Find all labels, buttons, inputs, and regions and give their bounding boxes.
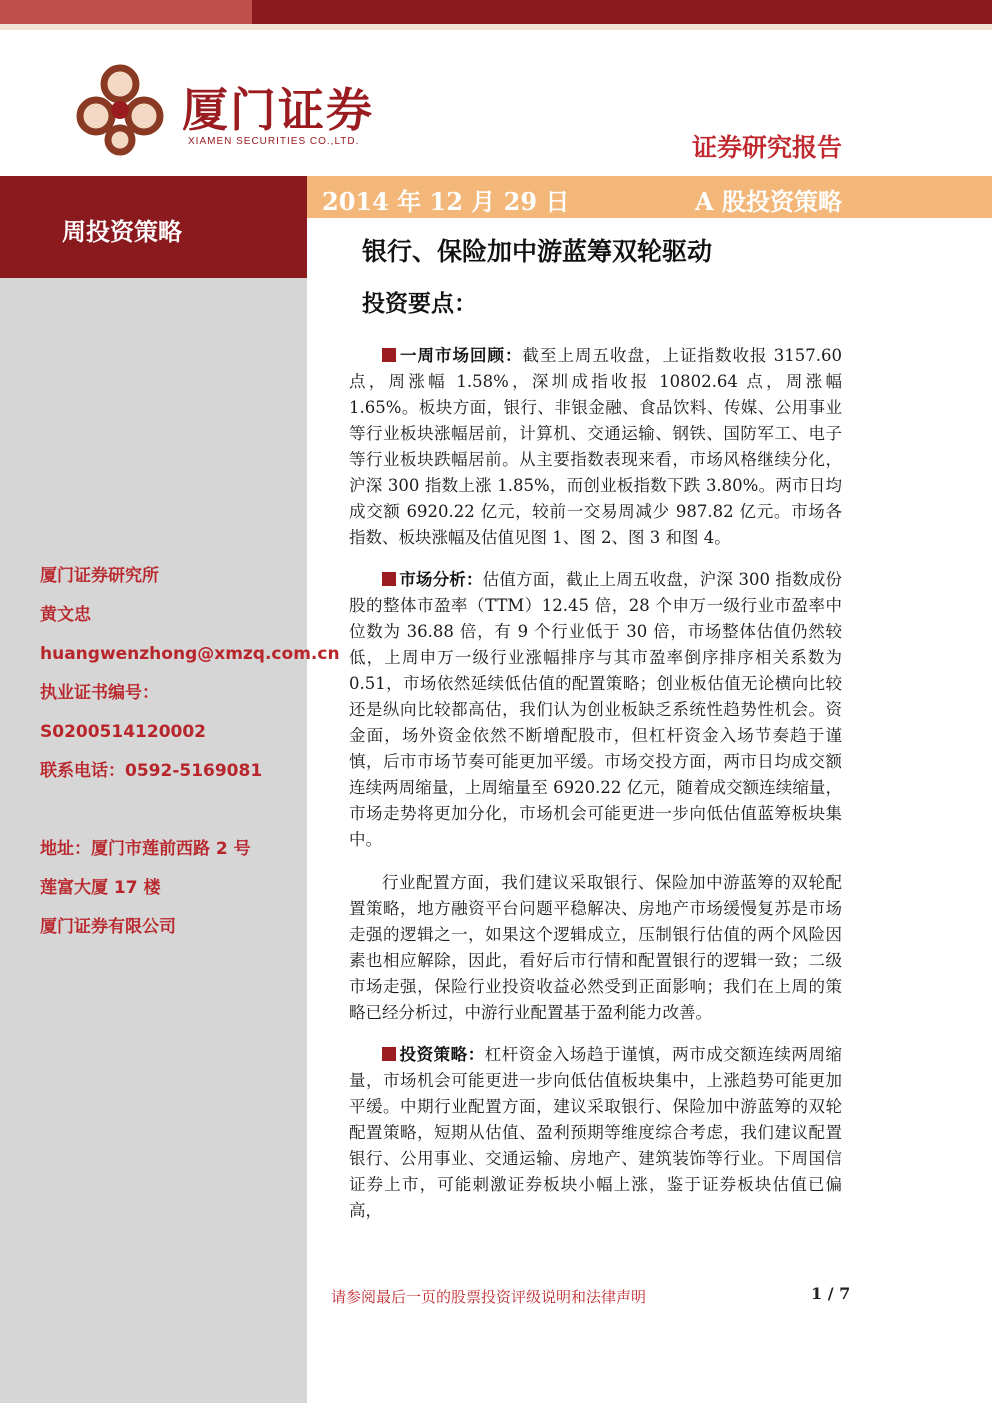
top-bar-right — [252, 0, 992, 24]
paragraph-market-review — [349, 343, 842, 551]
logo-emblem-icon — [70, 60, 170, 160]
contact-spacer — [40, 797, 300, 836]
paragraph-lead: 投资策略： — [399, 1045, 485, 1064]
top-bar-stripe — [0, 24, 992, 30]
page-number: 1 / 7 — [811, 1284, 851, 1303]
paragraph-industry-allocation — [349, 870, 842, 1026]
bullet-square-icon — [382, 348, 396, 362]
report-body — [349, 326, 842, 1237]
paragraph-text: 行业配置方面，我们建议采取银行、保险加中游蓝筹的双轮配置策略，地方融资平台问题平稳解决、房地产市场缓慢复苏是市场走强的逻辑之一，如果这个逻辑成立，压制银行估值的两个风险因素也相应解除，因此，看好后市行情和配置银行的逻辑一致；二级市场走强，保险行业投资收益必然受到正面影响；我们在上周的策略已经分析过，中游行业配置基于盈利能力改善。 — [349, 872, 842, 1022]
contact-address-1: 地址：厦门市莲前西路 2 号 — [40, 839, 251, 859]
logo-wordmark-cn: 厦门证券 — [182, 83, 374, 137]
report-category: A 股投资策略 — [695, 187, 842, 216]
disclaimer-note: 请参阅最后一页的股票投资评级说明和法律声明 — [331, 1288, 647, 1306]
contact-phone: 联系电话：0592-5169081 — [40, 761, 263, 781]
contact-company: 厦门证券有限公司 — [40, 917, 176, 937]
contact-analyst: 黄文忠 — [40, 605, 91, 625]
contact-cert-label: 执业证书编号： — [40, 683, 159, 703]
date-band — [307, 176, 992, 218]
paragraph-text: 截至上周五收盘，上证指数收报 3157.60 点，周涨幅 1.58%，深圳成指收报 10802.64 点，周涨幅 1.65%。板块方面，银行、非银金融、食品饮料、传媒、公用事业等行业板块涨幅居前，计算机、交通运输、钢铁、国防军工、电子等行业板块跌幅居前。从主要指数表现来看，市场风格继续分化，沪深 300 指数上涨 1.85%，而创业板指数下跌 3.80%。两市日均成交额 6920.22 亿元，较前一交易周减少 987.82 亿元。市场各指数、板块涨幅及估值见图 1、图 2、图 3 和图 4。 — [349, 345, 843, 547]
report-date: 2014 年 12 月 29 日 — [322, 187, 570, 216]
report-series-title: 周投资策略 — [62, 217, 182, 246]
analyst-contact — [40, 563, 340, 953]
paragraph-text: 杠杆资金入场趋于谨慎，两市成交额连续两周缩量，市场机会可能更进一步向低估值板块集中，上涨趋势可能更加平缓。中期行业配置方面，建议采取银行、保险加中游蓝筹的双轮配置策略，短期从估值、盈利预期等维度综合考虑，我们建议配置银行、公用事业、交通运输、房地产、建筑装饰等行业。下周国信证券上市，可能刺激证券板块小幅上涨，鉴于证券板块估值已偏高， — [349, 1045, 843, 1220]
top-bar-left — [0, 0, 252, 24]
report-type-label: 证券研究报告 — [691, 133, 842, 162]
bullet-square-icon — [382, 572, 396, 586]
paragraph-lead: 一周市场回顾： — [399, 345, 523, 365]
contact-email[interactable]: huangwenzhong@xmzq.com.cn — [40, 644, 340, 664]
report-headline: 银行、保险加中游蓝筹双轮驱动 — [362, 237, 713, 266]
contact-institute: 厦门证券研究所 — [40, 566, 159, 586]
bullet-square-icon — [382, 1047, 396, 1061]
paragraph-investment-strategy — [349, 1042, 842, 1224]
section-title: 投资要点： — [362, 290, 477, 317]
paragraph-text: 估值方面，截止上周五收盘，沪深 300 指数成份股的整体市盈率（TTM）12.45 倍，28 个申万一级行业市盈率中位数为 36.88 倍，有 9 个行业低于 30 倍，市场整体估值仍然较低，上周申万一级行业涨幅排序与其市盈率倒序排序相关系数为 0.51，市场依然延续低估值的配置策略；创业板估值无论横向比较还是纵向比较都高估，我们认为创业板缺乏系统性趋势性机会。资金面，场外资金依然不断增配股市，但杠杆资金入场节奏趋于谨慎，后市市场节奏可能更加平缓。市场交投方面，两市日均成交额连续两周缩量，上周缩量至 6920.22 亿元，随着成交额连续缩量，市场走势将更加分化，市场机会可能更进一步向低估值蓝筹板块集中。 — [349, 570, 843, 849]
paragraph-market-analysis — [349, 567, 842, 853]
logo-wordmark-en: XIAMEN SECURITIES CO.,LTD. — [188, 136, 360, 147]
paragraph-lead: 市场分析： — [399, 570, 483, 589]
contact-cert-number: S0200514120002 — [40, 722, 207, 742]
contact-address-2: 莲富大厦 17 楼 — [40, 878, 161, 898]
company-logo — [70, 60, 410, 160]
sidebar-header — [0, 176, 307, 278]
